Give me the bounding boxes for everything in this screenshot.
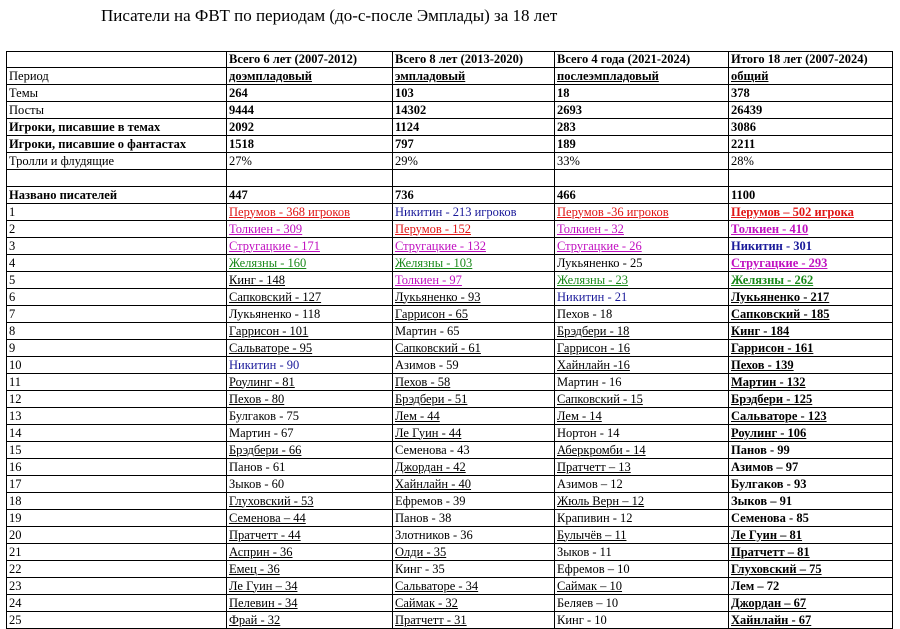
- ranking-row: [7, 289, 893, 306]
- writer-entry: Брэдбери - 18: [555, 323, 729, 340]
- writer-entry: Сальваторе - 34: [393, 578, 555, 595]
- writer-entry: Джордан – 67: [729, 595, 893, 612]
- writer-entry: Перумов -36 игроков: [555, 204, 729, 221]
- ranking-row: [7, 340, 893, 357]
- writer-entry: Гаррисон - 65: [393, 306, 555, 323]
- ranking-row: [7, 204, 893, 221]
- named-value: 736: [393, 187, 555, 204]
- writer-entry: Лем – 72: [729, 578, 893, 595]
- writer-entry: Азимов – 12: [555, 476, 729, 493]
- rank-number: 11: [7, 374, 227, 391]
- writer-entry: Кинг - 10: [555, 612, 729, 629]
- rank-number: 15: [7, 442, 227, 459]
- ranking-row: [7, 323, 893, 340]
- writer-entry: Пелевин - 34: [227, 595, 393, 612]
- writer-entry: Желязны - 103: [393, 255, 555, 272]
- writer-entry: Лукьяненко - 25: [555, 255, 729, 272]
- writer-entry: Жюль Верн – 12: [555, 493, 729, 510]
- rank-number: 7: [7, 306, 227, 323]
- stat-value: 27%: [227, 153, 393, 170]
- writer-entry: Джордан - 42: [393, 459, 555, 476]
- rank-number: 23: [7, 578, 227, 595]
- writer-entry: Панов - 38: [393, 510, 555, 527]
- writer-entry: Булгаков - 93: [729, 476, 893, 493]
- rank-number: 5: [7, 272, 227, 289]
- rank-number: 17: [7, 476, 227, 493]
- stat-value: 3086: [729, 119, 893, 136]
- writer-entry: Семенова - 43: [393, 442, 555, 459]
- row-label: Игроки, писавшие в темах: [7, 119, 227, 136]
- named-value: 1100: [729, 187, 893, 204]
- writer-entry: Пратчетт – 13: [555, 459, 729, 476]
- ranking-row: [7, 561, 893, 578]
- writer-entry: Саймак - 32: [393, 595, 555, 612]
- stat-value: 18: [555, 85, 729, 102]
- period-name: общий: [729, 68, 893, 85]
- writer-entry: Толкиен - 97: [393, 272, 555, 289]
- stat-value: 9444: [227, 102, 393, 119]
- stat-value: 283: [555, 119, 729, 136]
- rank-number: 16: [7, 459, 227, 476]
- writer-entry: Желязны - 262: [729, 272, 893, 289]
- writer-entry: Желязны - 160: [227, 255, 393, 272]
- period-name: послеэмпладовый: [555, 68, 729, 85]
- empty-cell: [555, 170, 729, 187]
- writer-entry: Асприн - 36: [227, 544, 393, 561]
- period-name: доэмпладовый: [227, 68, 393, 85]
- rank-number: 24: [7, 595, 227, 612]
- stat-row: [7, 119, 893, 136]
- period-row: [7, 68, 893, 85]
- stat-value: 28%: [729, 153, 893, 170]
- writer-entry: Лем - 44: [393, 408, 555, 425]
- writer-entry: Пратчетт - 44: [227, 527, 393, 544]
- rank-number: 2: [7, 221, 227, 238]
- writer-entry: Сальваторе - 95: [227, 340, 393, 357]
- writer-entry: Стругацкие - 293: [729, 255, 893, 272]
- ranking-row: [7, 510, 893, 527]
- writer-entry: Сапковский - 61: [393, 340, 555, 357]
- writer-entry: Толкиен - 410: [729, 221, 893, 238]
- empty-cell: [729, 170, 893, 187]
- writer-entry: Никитин - 90: [227, 357, 393, 374]
- writer-entry: Глуховский - 53: [227, 493, 393, 510]
- stat-value: 2693: [555, 102, 729, 119]
- writer-entry: Брэдбери - 51: [393, 391, 555, 408]
- rank-number: 10: [7, 357, 227, 374]
- row-label: Названо писателей: [7, 187, 227, 204]
- row-label: Посты: [7, 102, 227, 119]
- writer-entry: Толкиен - 309: [227, 221, 393, 238]
- writer-entry: Пехов - 80: [227, 391, 393, 408]
- writer-entry: Никитин - 21: [555, 289, 729, 306]
- writer-entry: Кинг - 35: [393, 561, 555, 578]
- writer-entry: Хайнлайн - 67: [729, 612, 893, 629]
- stat-value: 378: [729, 85, 893, 102]
- writer-entry: Лукьяненко - 93: [393, 289, 555, 306]
- writer-entry: Сапковский - 127: [227, 289, 393, 306]
- spacer-row: [7, 170, 893, 187]
- writer-entry: Роулинг - 106: [729, 425, 893, 442]
- column-header: Всего 8 лет (2013-2020): [393, 52, 555, 68]
- page-title: Писатели на ФВТ по периодам (до-с-после Эмплады) за 18 лет: [101, 6, 558, 25]
- writer-entry: Роулинг - 81: [227, 374, 393, 391]
- writer-entry: Мартин - 16: [555, 374, 729, 391]
- writer-entry: Гаррисон - 101: [227, 323, 393, 340]
- stat-value: 26439: [729, 102, 893, 119]
- ranking-row: [7, 391, 893, 408]
- ranking-row: [7, 442, 893, 459]
- ranking-row: [7, 357, 893, 374]
- writer-entry: Ле Гуин - 44: [393, 425, 555, 442]
- ranking-row: [7, 221, 893, 238]
- named-value: 466: [555, 187, 729, 204]
- ranking-row: [7, 578, 893, 595]
- writer-entry: Ефремов – 10: [555, 561, 729, 578]
- rank-number: 6: [7, 289, 227, 306]
- ranking-row: [7, 374, 893, 391]
- writer-entry: Лукьяненко - 118: [227, 306, 393, 323]
- rank-number: 21: [7, 544, 227, 561]
- writer-entry: Пехов - 139: [729, 357, 893, 374]
- rank-number: 4: [7, 255, 227, 272]
- writer-entry: Крапивин - 12: [555, 510, 729, 527]
- ranking-row: [7, 544, 893, 561]
- writer-entry: Брэдбери - 66: [227, 442, 393, 459]
- writer-entry: Сапковский - 15: [555, 391, 729, 408]
- stat-value: 29%: [393, 153, 555, 170]
- writer-entry: Булычёв – 11: [555, 527, 729, 544]
- writer-entry: Беляев – 10: [555, 595, 729, 612]
- writer-entry: Желязны - 23: [555, 272, 729, 289]
- ranking-row: [7, 255, 893, 272]
- stat-value: 14302: [393, 102, 555, 119]
- writer-entry: Азимов - 59: [393, 357, 555, 374]
- ranking-row: [7, 459, 893, 476]
- stat-value: 1124: [393, 119, 555, 136]
- writer-entry: Семенова – 44: [227, 510, 393, 527]
- writer-entry: Злотников - 36: [393, 527, 555, 544]
- stat-value: 33%: [555, 153, 729, 170]
- rank-number: 19: [7, 510, 227, 527]
- rank-number: 12: [7, 391, 227, 408]
- writer-entry: Мартин - 67: [227, 425, 393, 442]
- stat-value: 264: [227, 85, 393, 102]
- empty-cell: [227, 170, 393, 187]
- writer-entry: Ле Гуин – 34: [227, 578, 393, 595]
- ranking-row: [7, 306, 893, 323]
- writer-entry: Стругацкие - 171: [227, 238, 393, 255]
- writer-entry: Емец - 36: [227, 561, 393, 578]
- writer-entry: Гаррисон - 16: [555, 340, 729, 357]
- stat-value: 1518: [227, 136, 393, 153]
- writer-entry: Олди - 35: [393, 544, 555, 561]
- writer-entry: Кинг - 184: [729, 323, 893, 340]
- writer-entry: Пехов - 18: [555, 306, 729, 323]
- writer-entry: Азимов – 97: [729, 459, 893, 476]
- writer-entry: Хайнлайн - 40: [393, 476, 555, 493]
- rank-number: 13: [7, 408, 227, 425]
- rank-number: 3: [7, 238, 227, 255]
- writer-entry: Перумов - 368 игроков: [227, 204, 393, 221]
- writer-entry: Нортон - 14: [555, 425, 729, 442]
- writer-entry: Ле Гуин – 81: [729, 527, 893, 544]
- writer-entry: Лем - 14: [555, 408, 729, 425]
- writer-entry: Мартин - 65: [393, 323, 555, 340]
- writer-entry: Стругацкие - 132: [393, 238, 555, 255]
- ranking-row: [7, 425, 893, 442]
- rank-number: 25: [7, 612, 227, 629]
- rank-number: 20: [7, 527, 227, 544]
- writer-entry: Зыков - 11: [555, 544, 729, 561]
- writer-entry: Никитин - 213 игроков: [393, 204, 555, 221]
- writer-entry: Пехов - 58: [393, 374, 555, 391]
- named-row: [7, 187, 893, 204]
- rank-number: 22: [7, 561, 227, 578]
- writer-entry: Перумов – 502 игрока: [729, 204, 893, 221]
- rank-number: 18: [7, 493, 227, 510]
- writer-entry: Брэдбери - 125: [729, 391, 893, 408]
- rank-number: 14: [7, 425, 227, 442]
- writer-entry: Перумов - 152: [393, 221, 555, 238]
- column-header: Итого 18 лет (2007-2024): [729, 52, 893, 68]
- stat-value: 103: [393, 85, 555, 102]
- stat-row: [7, 136, 893, 153]
- stat-value: 797: [393, 136, 555, 153]
- writer-entry: Ефремов - 39: [393, 493, 555, 510]
- stat-value: 189: [555, 136, 729, 153]
- writer-entry: Никитин - 301: [729, 238, 893, 255]
- stat-row: [7, 153, 893, 170]
- stat-value: 2211: [729, 136, 893, 153]
- ranking-row: [7, 238, 893, 255]
- row-label: Игроки, писавшие о фантастах: [7, 136, 227, 153]
- writer-entry: Стругацкие - 26: [555, 238, 729, 255]
- writer-entry: Лукьяненко - 217: [729, 289, 893, 306]
- row-label: Темы: [7, 85, 227, 102]
- rank-number: 1: [7, 204, 227, 221]
- writer-entry: Глуховский – 75: [729, 561, 893, 578]
- writer-entry: Булгаков - 75: [227, 408, 393, 425]
- writer-entry: Саймак – 10: [555, 578, 729, 595]
- period-name: эмпладовый: [393, 68, 555, 85]
- writers-table: [6, 51, 893, 629]
- stat-value: 2092: [227, 119, 393, 136]
- ranking-row: [7, 493, 893, 510]
- empty-cell: [7, 170, 227, 187]
- column-header: Всего 6 лет (2007-2012): [227, 52, 393, 68]
- rank-number: 8: [7, 323, 227, 340]
- writer-entry: Толкиен - 32: [555, 221, 729, 238]
- header-row: [7, 52, 893, 68]
- stat-row: [7, 85, 893, 102]
- writer-entry: Хайнлайн -16: [555, 357, 729, 374]
- column-header: Всего 4 года (2021-2024): [555, 52, 729, 68]
- writer-entry: Панов - 99: [729, 442, 893, 459]
- ranking-row: [7, 527, 893, 544]
- writer-entry: Гаррисон - 161: [729, 340, 893, 357]
- writer-entry: Сапковский - 185: [729, 306, 893, 323]
- writer-entry: Фрай - 32: [227, 612, 393, 629]
- writer-entry: Зыков - 60: [227, 476, 393, 493]
- header-blank: [7, 52, 227, 68]
- row-label: Тролли и флудящие: [7, 153, 227, 170]
- writer-entry: Пратчетт – 81: [729, 544, 893, 561]
- ranking-row: [7, 612, 893, 629]
- writer-entry: Сальваторе - 123: [729, 408, 893, 425]
- writer-entry: Пратчетт - 31: [393, 612, 555, 629]
- ranking-row: [7, 408, 893, 425]
- writer-entry: Зыков – 91: [729, 493, 893, 510]
- stat-row: [7, 102, 893, 119]
- writer-entry: Панов - 61: [227, 459, 393, 476]
- writer-entry: Семенова - 85: [729, 510, 893, 527]
- row-label: Период: [7, 68, 227, 85]
- ranking-row: [7, 595, 893, 612]
- rank-number: 9: [7, 340, 227, 357]
- empty-cell: [393, 170, 555, 187]
- writer-entry: Кинг - 148: [227, 272, 393, 289]
- ranking-row: [7, 272, 893, 289]
- named-value: 447: [227, 187, 393, 204]
- writer-entry: Аберкромби - 14: [555, 442, 729, 459]
- ranking-row: [7, 476, 893, 493]
- writer-entry: Мартин - 132: [729, 374, 893, 391]
